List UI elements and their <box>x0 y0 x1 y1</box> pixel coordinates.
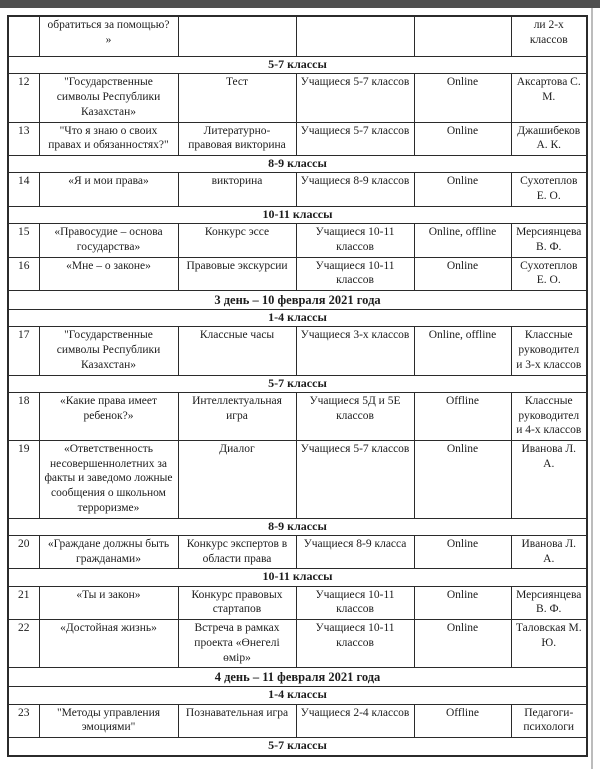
participants-cell: Учащиеся 5-7 классов <box>296 74 414 122</box>
event-format-cell: Встреча в рамках проекта «Өнегелі өмір» <box>178 620 296 668</box>
schedule-table-body <box>8 16 587 756</box>
responsible-cell: Мерсиянцева В. Ф. <box>511 224 587 257</box>
table-row <box>8 173 587 206</box>
mode-cell: Offline <box>414 704 511 737</box>
section-header-label: 10-11 классы <box>8 206 587 223</box>
section-header-row <box>8 57 587 74</box>
table-row <box>8 74 587 122</box>
event-format-cell <box>178 16 296 57</box>
event-format-cell: Конкурс эссе <box>178 224 296 257</box>
row-number: 20 <box>8 535 39 568</box>
responsible-cell: Мерсиянцева В. Ф. <box>511 586 587 619</box>
table-row <box>8 620 587 668</box>
mode-cell: Offline <box>414 392 511 440</box>
row-number: 16 <box>8 257 39 290</box>
responsible-cell: Джашибеков А. К. <box>511 122 587 155</box>
mode-cell <box>414 16 511 57</box>
event-name-cell: "Государственные символы Республики Казахстан» <box>39 327 178 375</box>
continuation-row <box>8 16 587 57</box>
mode-cell: Online, offline <box>414 327 511 375</box>
event-format-cell: викторина <box>178 173 296 206</box>
event-format-cell: Конкурс экспертов в области права <box>178 535 296 568</box>
event-name-cell: «Правосудие – основа государства» <box>39 224 178 257</box>
participants-cell <box>296 16 414 57</box>
mode-cell: Online, offline <box>414 224 511 257</box>
row-number: 14 <box>8 173 39 206</box>
event-format-cell: Тест <box>178 74 296 122</box>
section-header-row <box>8 738 587 756</box>
table-row <box>8 441 587 519</box>
day-header-row <box>8 668 587 687</box>
mode-cell: Online <box>414 173 511 206</box>
table-row <box>8 122 587 155</box>
event-format-cell: Классные часы <box>178 327 296 375</box>
mode-cell: Online <box>414 122 511 155</box>
participants-cell: Учащиеся 5-7 классов <box>296 122 414 155</box>
mode-cell: Online <box>414 620 511 668</box>
event-name-cell: «Какие права имеет ребенок?» <box>39 392 178 440</box>
event-name-cell: «Граждане должны быть гражданами» <box>39 535 178 568</box>
section-header-row <box>8 309 587 326</box>
row-number: 23 <box>8 704 39 737</box>
participants-cell: Учащиеся 3-х классов <box>296 327 414 375</box>
day-header-label: 4 день – 11 февраля 2021 года <box>8 668 587 687</box>
row-number: 21 <box>8 586 39 619</box>
section-header-label: 8-9 классы <box>8 155 587 172</box>
section-header-row <box>8 687 587 704</box>
row-number <box>8 16 39 57</box>
section-header-row <box>8 155 587 172</box>
event-name-cell: обратиться за помощью? » <box>39 16 178 57</box>
section-header-label: 5-7 классы <box>8 375 587 392</box>
responsible-cell: Сухотеплов Е. О. <box>511 257 587 290</box>
event-name-cell: «Я и мои права» <box>39 173 178 206</box>
section-header-label: 8-9 классы <box>8 518 587 535</box>
window-top-bar <box>0 0 600 8</box>
responsible-cell: Иванова Л. А. <box>511 535 587 568</box>
participants-cell: Учащиеся 8-9 классов <box>296 173 414 206</box>
event-name-cell: "Методы управления эмоциями" <box>39 704 178 737</box>
responsible-cell: Иванова Л. А. <box>511 441 587 519</box>
section-header-row <box>8 518 587 535</box>
section-header-row <box>8 375 587 392</box>
event-name-cell: «Ответственность несовершеннолетних за факты и заведомо ложные сообщения о школьном терроризме» <box>39 441 178 519</box>
event-format-cell: Познавательная игра <box>178 704 296 737</box>
day-header-label: 3 день – 10 февраля 2021 года <box>8 290 587 309</box>
row-number: 19 <box>8 441 39 519</box>
table-row <box>8 224 587 257</box>
page-edge-shadow <box>591 8 593 769</box>
day-header-row <box>8 290 587 309</box>
responsible-cell: Аксартова С. М. <box>511 74 587 122</box>
row-number: 15 <box>8 224 39 257</box>
participants-cell: Учащиеся 10-11 классов <box>296 586 414 619</box>
event-schedule-table <box>7 15 588 757</box>
participants-cell: Учащиеся 10-11 классов <box>296 620 414 668</box>
table-row <box>8 392 587 440</box>
event-name-cell: «Достойная жизнь» <box>39 620 178 668</box>
table-row <box>8 586 587 619</box>
mode-cell: Online <box>414 535 511 568</box>
row-number: 12 <box>8 74 39 122</box>
responsible-cell: Педагоги-психологи <box>511 704 587 737</box>
section-header-label: 10-11 классы <box>8 569 587 586</box>
mode-cell: Online <box>414 586 511 619</box>
event-name-cell: "Что я знаю о своих правах и обязанностях?" <box>39 122 178 155</box>
section-header-row <box>8 206 587 223</box>
row-number: 18 <box>8 392 39 440</box>
participants-cell: Учащиеся 5Д и 5Е классов <box>296 392 414 440</box>
mode-cell: Online <box>414 74 511 122</box>
event-format-cell: Интеллектуальная игра <box>178 392 296 440</box>
section-header-row <box>8 569 587 586</box>
row-number: 22 <box>8 620 39 668</box>
table-row <box>8 327 587 375</box>
participants-cell: Учащиеся 10-11 классов <box>296 257 414 290</box>
participants-cell: Учащиеся 10-11 классов <box>296 224 414 257</box>
participants-cell: Учащиеся 2-4 классов <box>296 704 414 737</box>
event-name-cell: "Государственные символы Республики Казахстан» <box>39 74 178 122</box>
row-number: 17 <box>8 327 39 375</box>
responsible-cell: Классные руководители 3-х классов <box>511 327 587 375</box>
section-header-label: 5-7 классы <box>8 57 587 74</box>
event-name-cell: «Мне – о законе» <box>39 257 178 290</box>
table-row <box>8 535 587 568</box>
section-header-label: 5-7 классы <box>8 738 587 756</box>
participants-cell: Учащиеся 5-7 классов <box>296 441 414 519</box>
row-number: 13 <box>8 122 39 155</box>
event-format-cell: Правовые экскурсии <box>178 257 296 290</box>
responsible-cell: ли 2-х классов <box>511 16 587 57</box>
event-format-cell: Литературно-правовая викторина <box>178 122 296 155</box>
table-row <box>8 257 587 290</box>
event-name-cell: «Ты и закон» <box>39 586 178 619</box>
event-format-cell: Диалог <box>178 441 296 519</box>
table-row <box>8 704 587 737</box>
section-header-label: 1-4 классы <box>8 687 587 704</box>
mode-cell: Online <box>414 441 511 519</box>
section-header-label: 1-4 классы <box>8 309 587 326</box>
participants-cell: Учащиеся 8-9 класса <box>296 535 414 568</box>
responsible-cell: Сухотеплов Е. О. <box>511 173 587 206</box>
event-format-cell: Конкурс правовых стартапов <box>178 586 296 619</box>
mode-cell: Online <box>414 257 511 290</box>
responsible-cell: Таловская М. Ю. <box>511 620 587 668</box>
responsible-cell: Классные руководители 4-х классов <box>511 392 587 440</box>
